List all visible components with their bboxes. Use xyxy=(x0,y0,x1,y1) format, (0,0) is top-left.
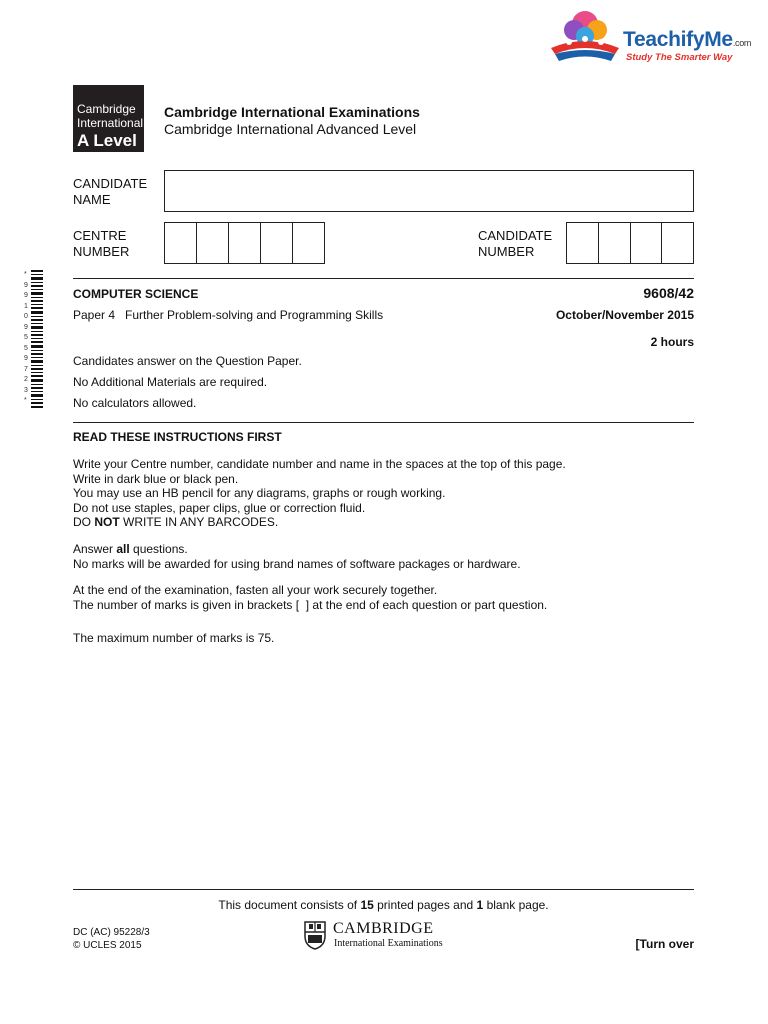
instruction-line: Write your Centre number, candidate number and name in the spaces at the top of this page. xyxy=(73,457,566,471)
barcode xyxy=(25,270,43,410)
max-marks: The maximum number of marks is 75. xyxy=(73,631,275,645)
instruction-line: Answer all questions. xyxy=(73,542,188,556)
centre-number-digit[interactable] xyxy=(165,223,197,263)
divider xyxy=(73,278,694,279)
candidate-number-digit[interactable] xyxy=(662,223,693,263)
barcode-digits: * 9 9 1 0 9 5 5 9 7 2 3 * xyxy=(24,271,28,404)
badge-line-2: International xyxy=(77,116,144,130)
document-reference: DC (AC) 95228/3 © UCLES 2015 xyxy=(73,927,150,951)
paper-note: Candidates answer on the Question Paper. xyxy=(73,354,302,368)
instruction-line: The number of marks is given in brackets [ ] at the end of each question or part question. xyxy=(73,597,548,612)
turn-over: [Turn over xyxy=(635,937,694,951)
instruction-line: You may use an HB pencil for any diagrams, graphs or rough working. xyxy=(73,486,446,501)
centre-number-label: CENTRE NUMBER xyxy=(73,228,130,259)
divider xyxy=(73,422,694,423)
badge-line-1: Cambridge xyxy=(77,102,136,116)
exam-level-title: Cambridge International Advanced Level xyxy=(164,121,417,137)
badge-line-3: A Level xyxy=(77,131,137,150)
paper-note: No calculators allowed. xyxy=(73,396,197,410)
page-count: This document consists of 15 printed pages and 1 blank page. xyxy=(218,898,549,912)
candidate-number-digit[interactable] xyxy=(631,223,663,263)
paper-title: Paper 4 Further Problem-solving and Programming Skills xyxy=(73,308,384,322)
paper-code: 9608/42 xyxy=(643,285,694,301)
paper-note: No Additional Materials are required. xyxy=(73,375,268,389)
divider xyxy=(73,889,694,890)
instruction-line: No marks will be awarded for using brand names of software packages or hardware. xyxy=(73,556,521,571)
exam-board-title: Cambridge International Examinations xyxy=(164,104,420,120)
centre-number-digit[interactable] xyxy=(261,223,293,263)
candidate-number-digit[interactable] xyxy=(599,223,631,263)
cambridge-crest-icon xyxy=(303,920,327,950)
candidate-number-digit[interactable] xyxy=(567,223,599,263)
instruction-line: Do not use staples, paper clips, glue or correction fluid. xyxy=(73,500,366,515)
instructions-block xyxy=(73,583,673,612)
cambridge-logo-name: CAMBRIDGE xyxy=(333,920,434,937)
instructions-block xyxy=(73,542,673,571)
teachify-emblem-icon xyxy=(545,6,625,68)
subject-title: COMPUTER SCIENCE xyxy=(73,287,199,301)
instruction-line: At the end of the examination, fasten all your work securely together. xyxy=(73,583,438,597)
centre-number-digit[interactable] xyxy=(293,223,324,263)
teachify-logo xyxy=(545,6,760,68)
instructions-heading: READ THESE INSTRUCTIONS FIRST xyxy=(73,430,282,444)
candidate-number-field[interactable] xyxy=(566,222,694,264)
instructions-block xyxy=(73,457,673,530)
teachify-brand: TeachifyMe.com xyxy=(623,28,752,51)
instruction-line: DO NOT WRITE IN ANY BARCODES. xyxy=(73,515,279,530)
candidate-name-label: CANDIDATE NAME xyxy=(73,176,148,207)
instruction-line: Write in dark blue or black pen. xyxy=(73,471,239,486)
barcode-icon xyxy=(31,270,49,410)
cambridge-logo-sub: International Examinations xyxy=(334,938,443,949)
exam-duration: 2 hours xyxy=(650,335,694,349)
candidate-number-label: CANDIDATE NUMBER xyxy=(478,228,553,259)
centre-number-field[interactable] xyxy=(164,222,325,264)
centre-number-digit[interactable] xyxy=(229,223,261,263)
candidate-name-field[interactable] xyxy=(164,170,694,212)
cambridge-logo xyxy=(303,920,463,952)
teachify-tagline: Study The Smarter Way xyxy=(626,52,733,63)
a-level-badge xyxy=(73,85,144,152)
exam-session: October/November 2015 xyxy=(555,308,694,322)
centre-number-digit[interactable] xyxy=(197,223,229,263)
